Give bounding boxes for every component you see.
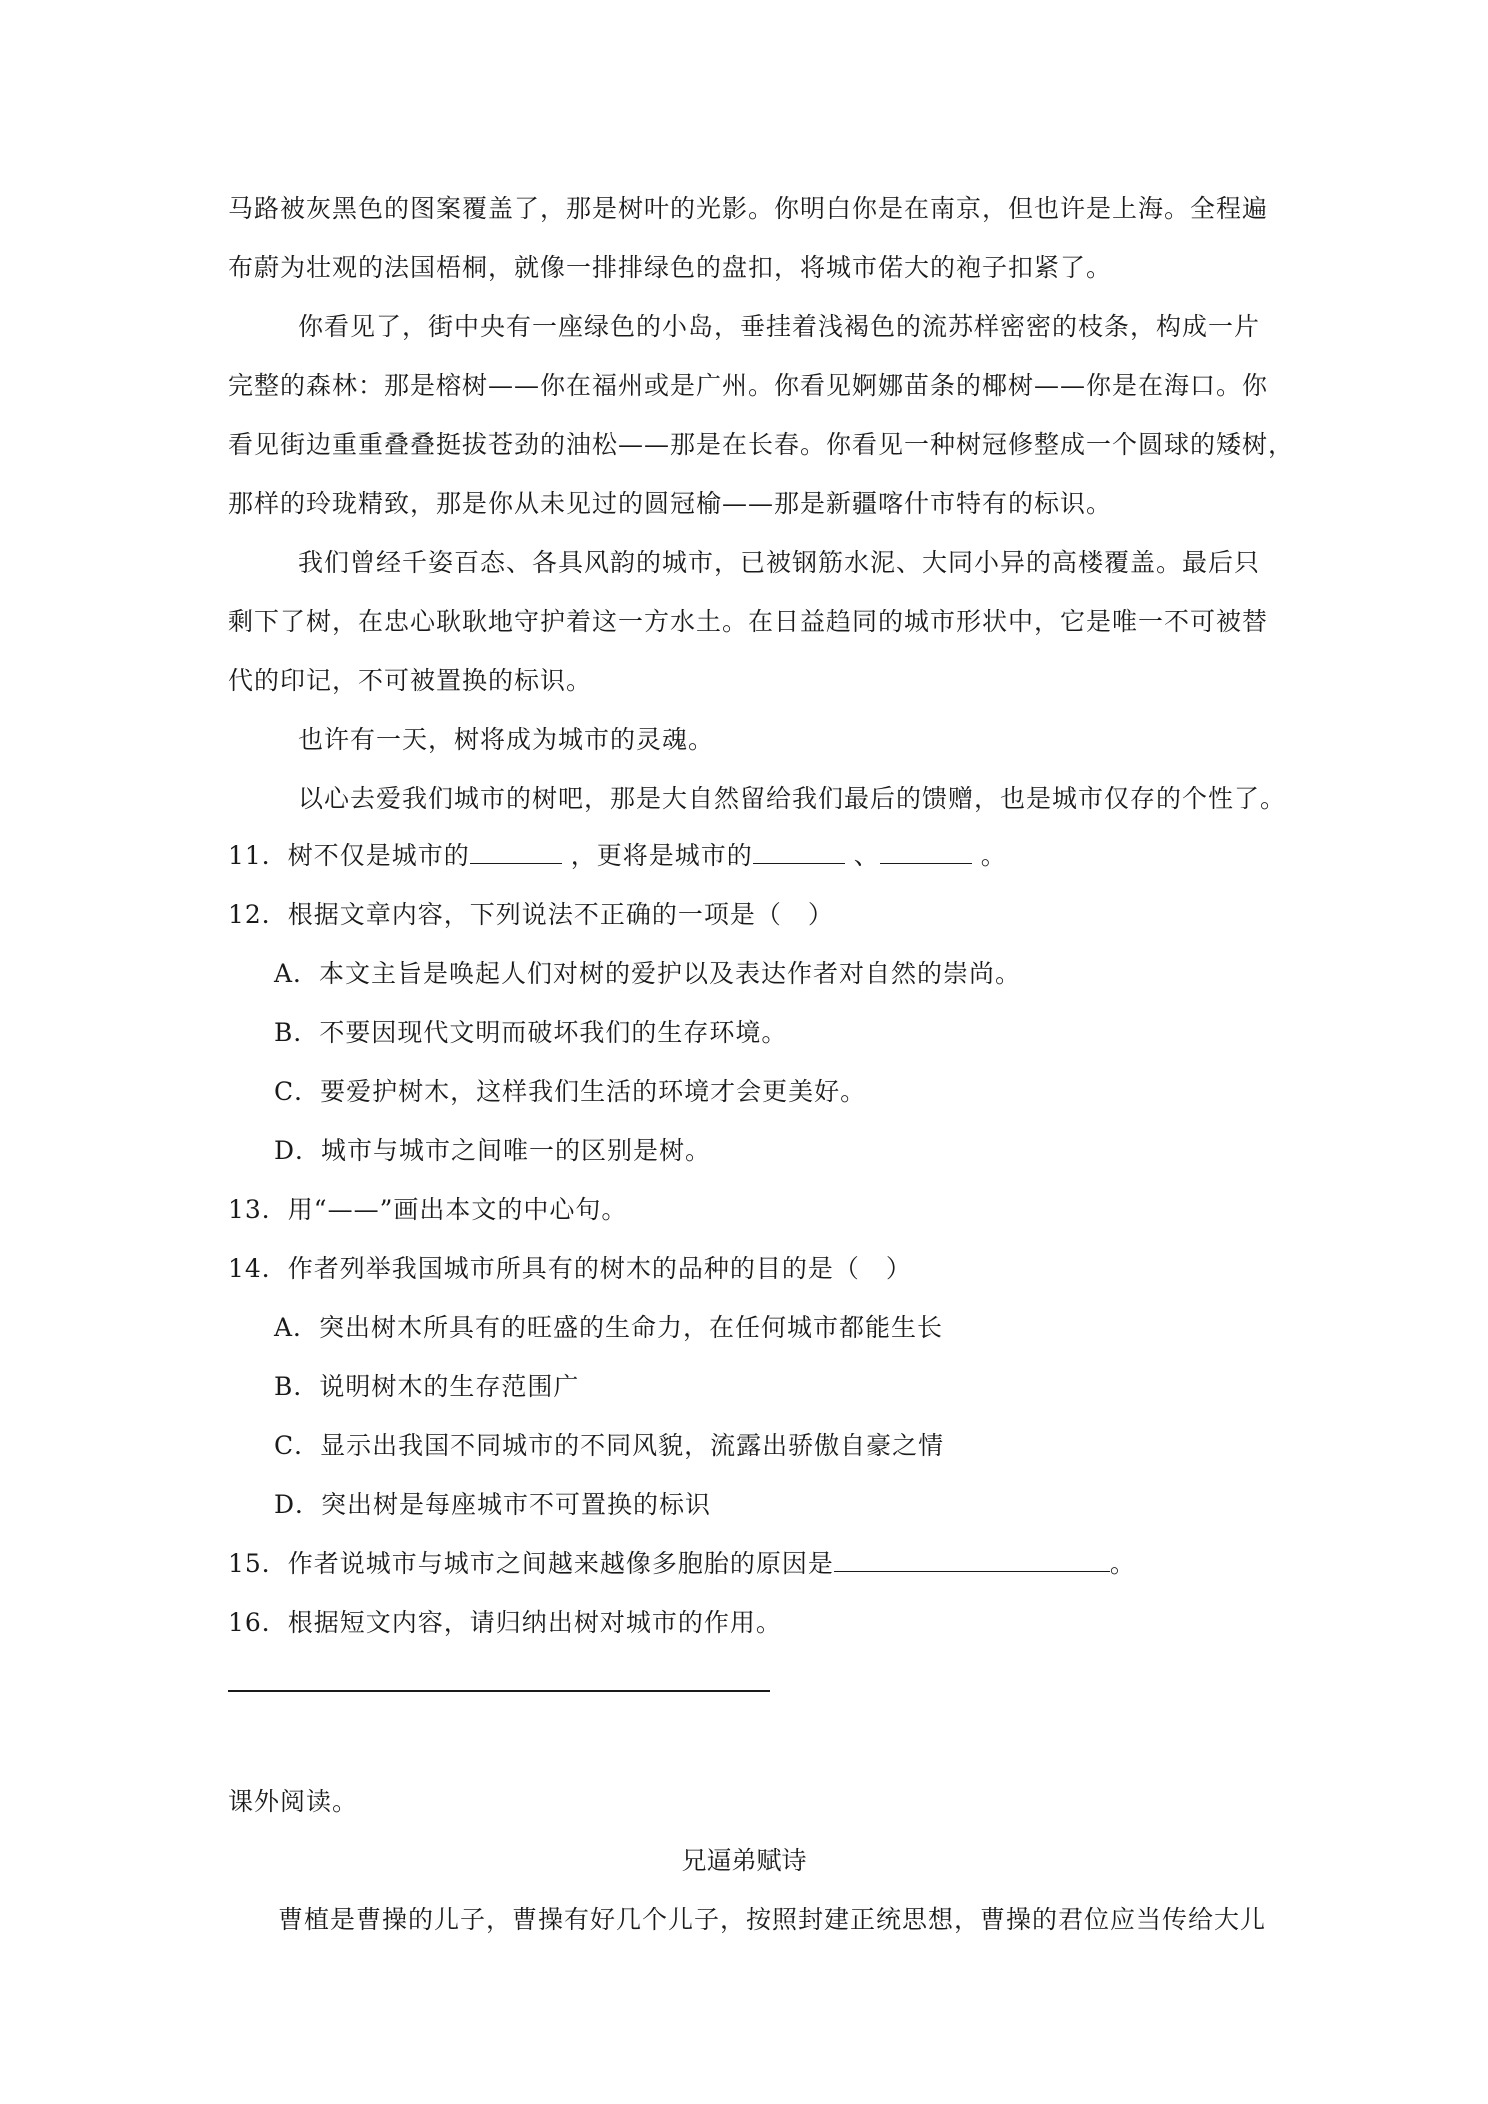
question-13: 13．用“——”画出本文的中心句。 [228, 1195, 628, 1224]
passage-line: 那样的玲珑精致，那是你从未见过的圆冠榆——那是新疆喀什市特有的标识。 [228, 489, 1113, 518]
article-title: 兄逼弟赋诗 [681, 1846, 807, 1875]
question-12-option: C．要爱护树木，这样我们生活的环境才会更美好。 [274, 1077, 867, 1106]
question-15-text: 。 [1109, 1549, 1136, 1578]
question-14-option: A．突出树木所具有的旺盛的生命力，在任何城市都能生长 [274, 1313, 944, 1342]
question-14-option: D．突出树是每座城市不可置换的标识 [274, 1490, 712, 1519]
question-12-option: B．不要因现代文明而破坏我们的生存环境。 [274, 1018, 788, 1047]
answer-line[interactable] [228, 1690, 770, 1692]
question-11-text: ，更将是城市的 [570, 841, 753, 870]
answer-blank[interactable] [880, 841, 972, 864]
answer-blank[interactable] [753, 841, 845, 864]
section-heading: 课外阅读。 [228, 1787, 359, 1816]
question-15-text: 15．作者说城市与城市之间越来越像多胞胎的原因是 [228, 1549, 834, 1578]
passage-line: 代的印记，不可被置换的标识。 [228, 666, 593, 695]
passage-line: 以心去爱我们城市的树吧，那是大自然留给我们最后的馈赠，也是城市仅存的个性了。 [298, 784, 1287, 813]
question-12-option: D．城市与城市之间唯一的区别是树。 [274, 1136, 712, 1165]
question-14-option: C．显示出我国不同城市的不同风貌，流露出骄傲自豪之情 [274, 1431, 945, 1460]
passage-line: 曹植是曹操的儿子，曹操有好几个儿子，按照封建正统思想，曹操的君位应当传给大儿 [278, 1905, 1267, 1934]
answer-blank[interactable] [470, 841, 562, 864]
question-14-stem: 14．作者列举我国城市所具有的树木的品种的目的是（ ） [228, 1254, 912, 1283]
passage-line: 完整的森林：那是榕树——你在福州或是广州。你看见婀娜苗条的椰树——你是在海口。你 [228, 371, 1269, 400]
question-15 [228, 1547, 1268, 1581]
question-14-option: B．说明树木的生存范围广 [274, 1372, 580, 1401]
question-11-text: 。 [980, 841, 1007, 870]
passage-line: 看见街边重重叠叠挺拔苍劲的油松——那是在长春。你看见一种树冠修整成一个圆球的矮树， [228, 430, 1295, 459]
question-12-stem: 12．根据文章内容，下列说法不正确的一项是（ ） [228, 900, 834, 929]
passage-line: 剩下了树，在忠心耿耿地守护着这一方水土。在日益趋同的城市形状中，它是唯一不可被替 [228, 607, 1269, 636]
passage-line: 布蔚为壮观的法国梧桐，就像一排排绿色的盘扣，将城市偌大的袍子扣紧了。 [228, 253, 1113, 282]
question-16: 16．根据短文内容，请归纳出树对城市的作用。 [228, 1608, 782, 1637]
answer-blank[interactable] [834, 1549, 1110, 1572]
question-11 [228, 839, 1268, 873]
passage-line: 我们曾经千姿百态、各具风韵的城市，已被钢筋水泥、大同小异的高楼覆盖。最后只 [298, 548, 1261, 577]
question-11-text: 、 [853, 841, 880, 870]
question-12-option: A．本文主旨是唤起人们对树的爱护以及表达作者对自然的崇尚。 [274, 959, 1022, 988]
passage-line: 你看见了，街中央有一座绿色的小岛，垂挂着浅褐色的流苏样密密的枝条，构成一片 [298, 312, 1261, 341]
passage-line: 也许有一天，树将成为城市的灵魂。 [298, 725, 715, 754]
passage-line: 马路被灰黑色的图案覆盖了，那是树叶的光影。你明白你是在南京，但也许是上海。全程遍 [228, 194, 1269, 223]
question-11-text: 11．树不仅是城市的 [228, 841, 470, 870]
